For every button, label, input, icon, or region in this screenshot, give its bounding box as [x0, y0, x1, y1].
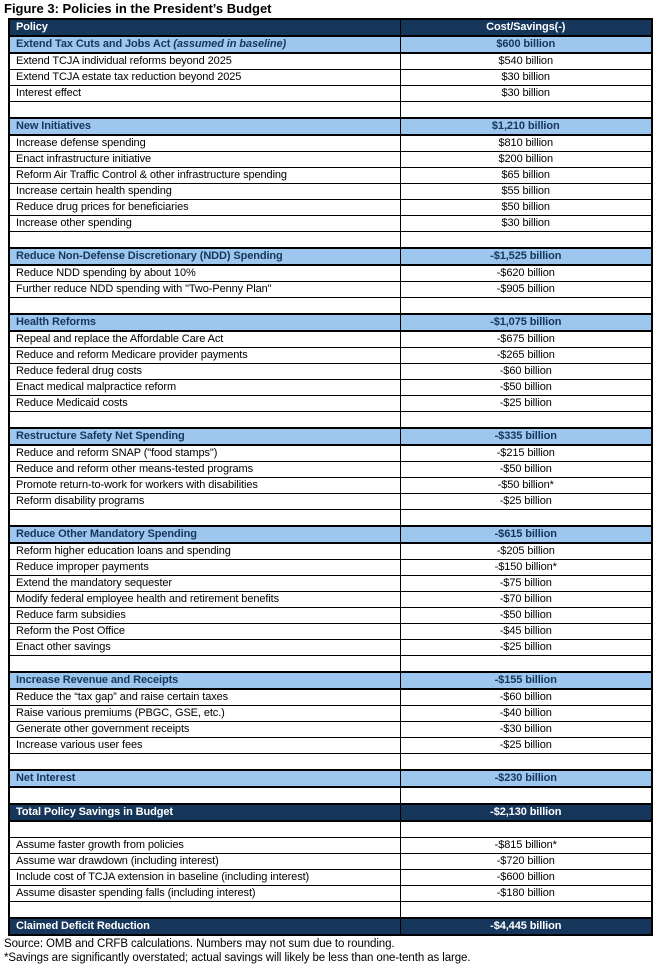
policy-cell: Enact infrastructure initiative — [9, 152, 400, 168]
table-row — [9, 200, 652, 216]
value-cell: -$25 billion — [400, 640, 652, 656]
policy-cell: Modify federal employee health and retirement benefits — [9, 592, 400, 608]
value-cell: $65 billion — [400, 168, 652, 184]
section-header-row — [9, 672, 652, 689]
value-cell: -$40 billion — [400, 706, 652, 722]
policy-cell: Reduce Non-Defense Discretionary (NDD) Spending — [9, 248, 400, 265]
spacer-row — [9, 656, 652, 673]
policy-cell: Generate other government receipts — [9, 722, 400, 738]
section-header-row — [9, 770, 652, 787]
value-cell — [400, 232, 652, 249]
policy-cell: Reduce federal drug costs — [9, 364, 400, 380]
policy-cell: Extend the mandatory sequester — [9, 576, 400, 592]
policy-cell: Reduce drug prices for beneficiaries — [9, 200, 400, 216]
table-row — [9, 478, 652, 494]
source-note: Source: OMB and CRFB calculations. Numbers may not sum due to rounding. — [4, 938, 395, 950]
table-row — [9, 560, 652, 576]
spacer-row — [9, 754, 652, 771]
policy-cell: Increase various user fees — [9, 738, 400, 754]
policy-cell: Interest effect — [9, 86, 400, 102]
table-row — [9, 640, 652, 656]
column-header-policy: Policy — [9, 19, 400, 36]
policy-cell: Assume war drawdown (including interest) — [9, 854, 400, 870]
value-cell: -$180 billion — [400, 886, 652, 902]
value-cell: -$50 billion — [400, 462, 652, 478]
policy-cell — [9, 102, 400, 119]
policy-cell: Reduce farm subsidies — [9, 608, 400, 624]
policy-cell: Reduce Other Mandatory Spending — [9, 526, 400, 543]
value-cell: $540 billion — [400, 53, 652, 70]
policy-cell: Restructure Safety Net Spending — [9, 428, 400, 445]
policy-cell: Reduce and reform other means-tested programs — [9, 462, 400, 478]
value-cell: $810 billion — [400, 135, 652, 152]
policy-cell — [9, 298, 400, 315]
table-row — [9, 576, 652, 592]
value-cell: $50 billion — [400, 200, 652, 216]
policy-cell — [9, 232, 400, 249]
policy-cell: Reduce NDD spending by about 10% — [9, 265, 400, 282]
policy-cell: Net Interest — [9, 770, 400, 787]
table-row — [9, 331, 652, 348]
table-body — [9, 36, 652, 935]
value-cell: -$75 billion — [400, 576, 652, 592]
policy-cell: Increase Revenue and Receipts — [9, 672, 400, 689]
policy-cell: Enact other savings — [9, 640, 400, 656]
policy-cell: Reduce and reform SNAP ("food stamps") — [9, 445, 400, 462]
table-row — [9, 135, 652, 152]
policy-cell — [9, 787, 400, 804]
policy-cell: Extend Tax Cuts and Jobs Act (assumed in baseline) — [9, 36, 400, 53]
value-cell: -$70 billion — [400, 592, 652, 608]
table-row — [9, 53, 652, 70]
policy-cell — [9, 412, 400, 429]
value-cell: -$615 billion — [400, 526, 652, 543]
value-cell: -$155 billion — [400, 672, 652, 689]
policy-cell: Reform higher education loans and spending — [9, 543, 400, 560]
table-row — [9, 216, 652, 232]
policy-cell: New Initiatives — [9, 118, 400, 135]
section-header-row — [9, 36, 652, 53]
policy-cell: Increase other spending — [9, 216, 400, 232]
section-header-row — [9, 118, 652, 135]
spacer-row — [9, 298, 652, 315]
policy-cell: Extend TCJA estate tax reduction beyond 2025 — [9, 70, 400, 86]
spacer-row — [9, 787, 652, 804]
table-row — [9, 624, 652, 640]
value-cell: $30 billion — [400, 86, 652, 102]
table-row — [9, 462, 652, 478]
table-row — [9, 494, 652, 510]
value-cell: -$60 billion — [400, 364, 652, 380]
value-cell: -$45 billion — [400, 624, 652, 640]
policy-cell: Promote return-to-work for workers with disabilities — [9, 478, 400, 494]
table-row — [9, 854, 652, 870]
policy-cell — [9, 754, 400, 771]
value-cell: -$205 billion — [400, 543, 652, 560]
value-cell: -$4,445 billion — [400, 918, 652, 935]
policy-cell: Claimed Deficit Reduction — [9, 918, 400, 935]
value-cell: -$600 billion — [400, 870, 652, 886]
table-row — [9, 886, 652, 902]
spacer-row — [9, 232, 652, 249]
table-row — [9, 396, 652, 412]
value-cell: -$815 billion* — [400, 838, 652, 854]
table-row — [9, 722, 652, 738]
value-cell — [400, 821, 652, 838]
value-cell: -$150 billion* — [400, 560, 652, 576]
table-row — [9, 86, 652, 102]
policy-cell: Repeal and replace the Affordable Care Act — [9, 331, 400, 348]
section-header-row — [9, 428, 652, 445]
policy-cell: Reform Air Traffic Control & other infrastructure spending — [9, 168, 400, 184]
table-row — [9, 608, 652, 624]
value-cell: $200 billion — [400, 152, 652, 168]
table-row — [9, 738, 652, 754]
footnotes — [4, 938, 659, 965]
value-cell — [400, 412, 652, 429]
policy-cell: Extend TCJA individual reforms beyond 2025 — [9, 53, 400, 70]
policy-cell: Reduce and reform Medicare provider payments — [9, 348, 400, 364]
section-header-row — [9, 314, 652, 331]
table-row — [9, 152, 652, 168]
table-row — [9, 380, 652, 396]
policy-cell: Increase defense spending — [9, 135, 400, 152]
value-cell — [400, 510, 652, 527]
table-row — [9, 689, 652, 706]
value-cell: -$720 billion — [400, 854, 652, 870]
table-row — [9, 838, 652, 854]
policy-cell: Total Policy Savings in Budget — [9, 804, 400, 821]
value-cell: -$50 billion — [400, 608, 652, 624]
value-cell — [400, 787, 652, 804]
policy-cell: Assume faster growth from policies — [9, 838, 400, 854]
table-row — [9, 168, 652, 184]
value-cell: -$905 billion — [400, 282, 652, 298]
column-header-row — [9, 19, 652, 36]
table-row — [9, 445, 652, 462]
table-row — [9, 870, 652, 886]
table-row — [9, 592, 652, 608]
value-cell: -$25 billion — [400, 494, 652, 510]
value-cell: -$2,130 billion — [400, 804, 652, 821]
value-cell — [400, 902, 652, 919]
spacer-row — [9, 510, 652, 527]
value-cell: -$50 billion — [400, 380, 652, 396]
value-cell: -$30 billion — [400, 722, 652, 738]
value-cell — [400, 102, 652, 119]
policy-cell-italic-note: (assumed in baseline) — [173, 38, 287, 51]
value-cell: -$50 billion* — [400, 478, 652, 494]
policy-cell: Include cost of TCJA extension in baseline (including interest) — [9, 870, 400, 886]
policy-cell: Enact medical malpractice reform — [9, 380, 400, 396]
spacer-row — [9, 412, 652, 429]
section-header-row — [9, 248, 652, 265]
table-row — [9, 543, 652, 560]
total-row — [9, 804, 652, 821]
table-row — [9, 706, 652, 722]
value-cell: -$335 billion — [400, 428, 652, 445]
value-cell — [400, 656, 652, 673]
policy-cell — [9, 510, 400, 527]
table-row — [9, 184, 652, 200]
value-cell: -$230 billion — [400, 770, 652, 787]
section-header-row — [9, 526, 652, 543]
policy-cell: Reduce improper payments — [9, 560, 400, 576]
policy-cell: Reduce the “tax gap” and raise certain taxes — [9, 689, 400, 706]
policy-cell: Raise various premiums (PBGC, GSE, etc.) — [9, 706, 400, 722]
column-header-cost-savings: Cost/Savings(-) — [400, 19, 652, 36]
value-cell: -$25 billion — [400, 738, 652, 754]
value-cell — [400, 298, 652, 315]
policy-cell — [9, 821, 400, 838]
value-cell: $600 billion — [400, 36, 652, 53]
policy-cell — [9, 902, 400, 919]
value-cell: $55 billion — [400, 184, 652, 200]
policy-cell: Assume disaster spending falls (including interest) — [9, 886, 400, 902]
spacer-row — [9, 821, 652, 838]
value-cell: -$1,525 billion — [400, 248, 652, 265]
value-cell: -$620 billion — [400, 265, 652, 282]
table-row — [9, 70, 652, 86]
value-cell: $30 billion — [400, 216, 652, 232]
table-row — [9, 364, 652, 380]
spacer-row — [9, 102, 652, 119]
value-cell: -$60 billion — [400, 689, 652, 706]
budget-table — [8, 18, 653, 936]
policy-cell: Reform disability programs — [9, 494, 400, 510]
policy-cell — [9, 656, 400, 673]
value-cell: -$1,075 billion — [400, 314, 652, 331]
table-row — [9, 348, 652, 364]
value-cell: $1,210 billion — [400, 118, 652, 135]
value-cell: -$675 billion — [400, 331, 652, 348]
value-cell: -$215 billion — [400, 445, 652, 462]
policy-cell: Further reduce NDD spending with "Two-Penny Plan" — [9, 282, 400, 298]
value-cell: -$25 billion — [400, 396, 652, 412]
spacer-row — [9, 902, 652, 919]
policy-cell: Increase certain health spending — [9, 184, 400, 200]
table-row — [9, 265, 652, 282]
asterisk-note: *Savings are significantly overstated; actual savings will likely be less than one-tenth as large. — [4, 951, 471, 964]
value-cell: -$265 billion — [400, 348, 652, 364]
policy-cell: Reform the Post Office — [9, 624, 400, 640]
policy-cell: Health Reforms — [9, 314, 400, 331]
policy-cell: Reduce Medicaid costs — [9, 396, 400, 412]
table-row — [9, 282, 652, 298]
figure-title: Figure 3: Policies in the President’s Budget — [4, 1, 272, 16]
total-row — [9, 918, 652, 935]
value-cell: $30 billion — [400, 70, 652, 86]
value-cell — [400, 754, 652, 771]
